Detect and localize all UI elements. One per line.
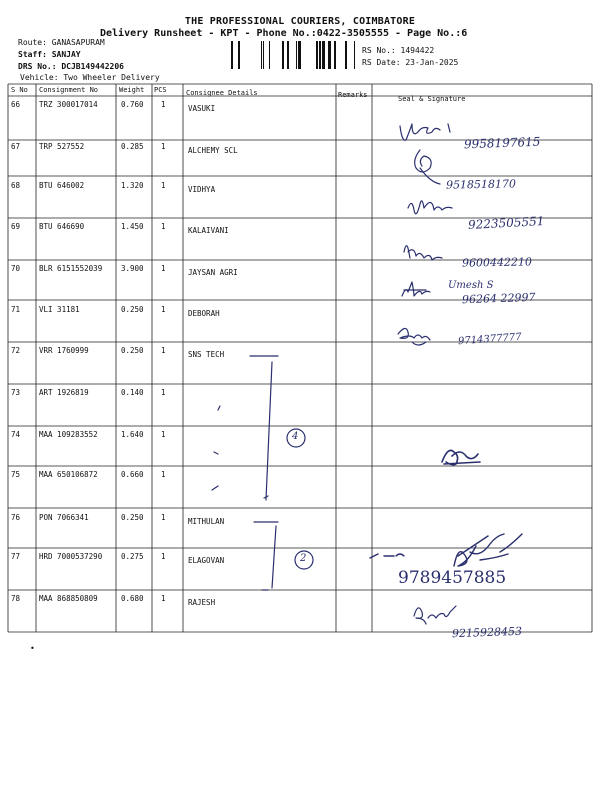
cell-sno: 70 bbox=[11, 264, 21, 273]
cell-weight: 0.680 bbox=[121, 594, 144, 603]
cell-sno: 68 bbox=[11, 181, 21, 190]
hand-phone-70: 96264 22997 bbox=[461, 290, 536, 307]
cell-pcs: 1 bbox=[161, 594, 166, 603]
cell-sno: 71 bbox=[11, 305, 21, 314]
cell-pcs: 1 bbox=[161, 552, 166, 561]
cell-pcs: 1 bbox=[161, 142, 166, 151]
cell-sno: 77 bbox=[11, 552, 21, 561]
cell-pcs: 1 bbox=[161, 388, 166, 397]
cell-sno: 73 bbox=[11, 388, 21, 397]
cell-consignment: PON 7066341 bbox=[39, 513, 89, 522]
cell-sno: 66 bbox=[11, 100, 21, 109]
cell-consignment: VRR 1760999 bbox=[39, 346, 89, 355]
cell-pcs: 1 bbox=[161, 181, 166, 190]
cell-weight: 0.285 bbox=[121, 142, 144, 151]
cell-weight: 0.250 bbox=[121, 513, 144, 522]
route-label: Route: GANASAPURAM bbox=[18, 38, 105, 47]
cell-weight: 3.900 bbox=[121, 264, 144, 273]
cell-consignee: ELAGOVAN bbox=[188, 556, 225, 565]
signature-69 bbox=[404, 246, 442, 260]
cell-sno: 69 bbox=[11, 222, 21, 231]
hand-phone-78: 9215928453 bbox=[451, 624, 523, 641]
cell-consignee: ALCHEMY SCL bbox=[188, 146, 238, 155]
hand-phone-67: 9518518170 bbox=[445, 177, 517, 192]
cell-pcs: 1 bbox=[161, 100, 166, 109]
cell-pcs: 1 bbox=[161, 430, 166, 439]
tick-marks-73-75 bbox=[212, 406, 220, 490]
hand-phone-66: 9958197615 bbox=[463, 134, 541, 152]
cell-consignment: TRP 527552 bbox=[39, 142, 85, 151]
circle-number-2: 2 bbox=[300, 553, 307, 564]
signature-78 bbox=[414, 606, 456, 624]
cell-weight: 0.760 bbox=[121, 100, 144, 109]
cell-weight: 0.250 bbox=[121, 346, 144, 355]
signature-70 bbox=[402, 282, 430, 296]
cell-weight: 0.140 bbox=[121, 388, 144, 397]
signature-71 bbox=[398, 328, 430, 345]
col-signature: Seal & Signature bbox=[398, 95, 466, 103]
cell-consignment: MAA 868850809 bbox=[39, 594, 98, 603]
cell-pcs: 1 bbox=[161, 305, 166, 314]
company-title: THE PROFESSIONAL COURIERS, COIMBATORE bbox=[184, 16, 416, 27]
hand-phone-68: 9223505551 bbox=[467, 214, 545, 232]
cell-consignee: DEBORAH bbox=[188, 309, 220, 318]
cell-pcs: 1 bbox=[161, 470, 166, 479]
cell-consignment: ART 1926819 bbox=[39, 388, 89, 397]
circle-number-1: 4 bbox=[292, 431, 299, 442]
cell-sno: 76 bbox=[11, 513, 21, 522]
cell-sno: 74 bbox=[11, 430, 21, 439]
cell-pcs: 1 bbox=[161, 513, 166, 522]
cell-consignment: BLR 6151552039 bbox=[39, 264, 103, 273]
hand-phone-71: 9714377777 bbox=[457, 331, 522, 348]
cell-consignee: JAYSAN AGRI bbox=[188, 268, 238, 277]
cell-consignee: KALAIVANI bbox=[188, 226, 229, 235]
drs-label: DRS No.: DCJB149442206 bbox=[18, 62, 124, 71]
cell-consignment: MAA 109283552 bbox=[39, 430, 98, 439]
stray-mark: • bbox=[30, 644, 35, 653]
cell-weight: 0.250 bbox=[121, 305, 144, 314]
cell-sno: 72 bbox=[11, 346, 21, 355]
signature-66 bbox=[400, 124, 450, 140]
cell-consignee: SNS TECH bbox=[188, 350, 225, 359]
col-consignment: Consignment No bbox=[39, 86, 99, 94]
cell-consignment: MAA 650106872 bbox=[39, 470, 98, 479]
cell-pcs: 1 bbox=[161, 222, 166, 231]
bracket-72-75 bbox=[250, 356, 278, 500]
col-pcs: PCS bbox=[154, 86, 167, 94]
cell-weight: 1.640 bbox=[121, 430, 144, 439]
cell-weight: 1.450 bbox=[121, 222, 144, 231]
col-weight: Weight bbox=[119, 86, 145, 94]
signature-74-75 bbox=[442, 450, 480, 464]
cell-consignment: TRZ 300017014 bbox=[39, 100, 98, 109]
vehicle-label: Vehicle: Two Wheeler Delivery bbox=[20, 73, 160, 82]
signature-68 bbox=[408, 201, 452, 214]
rs-date: RS Date: 23-Jan-2025 bbox=[362, 58, 459, 67]
runsheet-subtitle: Delivery Runsheet - KPT - Phone No.:0422-3505555 - Page No.:6 bbox=[100, 28, 468, 39]
cell-consignee: RAJESH bbox=[188, 598, 216, 607]
staff-label: Staff: SANJAY bbox=[18, 50, 81, 59]
cell-sno: 75 bbox=[11, 470, 21, 479]
cell-consignee: VASUKI bbox=[188, 104, 216, 113]
signature-77 bbox=[370, 534, 522, 566]
rs-number: RS No.: 1494422 bbox=[362, 46, 435, 55]
hand-phone-69: 9600442210 bbox=[461, 255, 533, 270]
cell-pcs: 1 bbox=[161, 346, 166, 355]
bracket-76-77 bbox=[254, 522, 278, 590]
cell-consignment: BTU 646002 bbox=[39, 181, 85, 190]
cell-pcs: 1 bbox=[161, 264, 166, 273]
cell-sno: 78 bbox=[11, 594, 21, 603]
cell-consignment: VLI 31181 bbox=[39, 305, 80, 314]
cell-consignee: MITHULAN bbox=[188, 517, 225, 526]
col-sno: S No bbox=[11, 86, 28, 94]
cell-consignment: HRD 7000537290 bbox=[39, 552, 103, 561]
signature-67 bbox=[415, 150, 440, 184]
cell-weight: 1.320 bbox=[121, 181, 144, 190]
hand-name-70: Umesh S bbox=[448, 280, 494, 291]
col-remarks: Remarks bbox=[338, 91, 368, 99]
cell-consignee: VIDHYA bbox=[188, 185, 216, 194]
cell-sno: 67 bbox=[11, 142, 21, 151]
cell-weight: 0.275 bbox=[121, 552, 144, 561]
col-consignee: Consignee Details bbox=[186, 89, 258, 97]
hand-phone-77: 9789457885 bbox=[398, 568, 507, 588]
cell-consignment: BTU 646690 bbox=[39, 222, 85, 231]
cell-weight: 0.660 bbox=[121, 470, 144, 479]
